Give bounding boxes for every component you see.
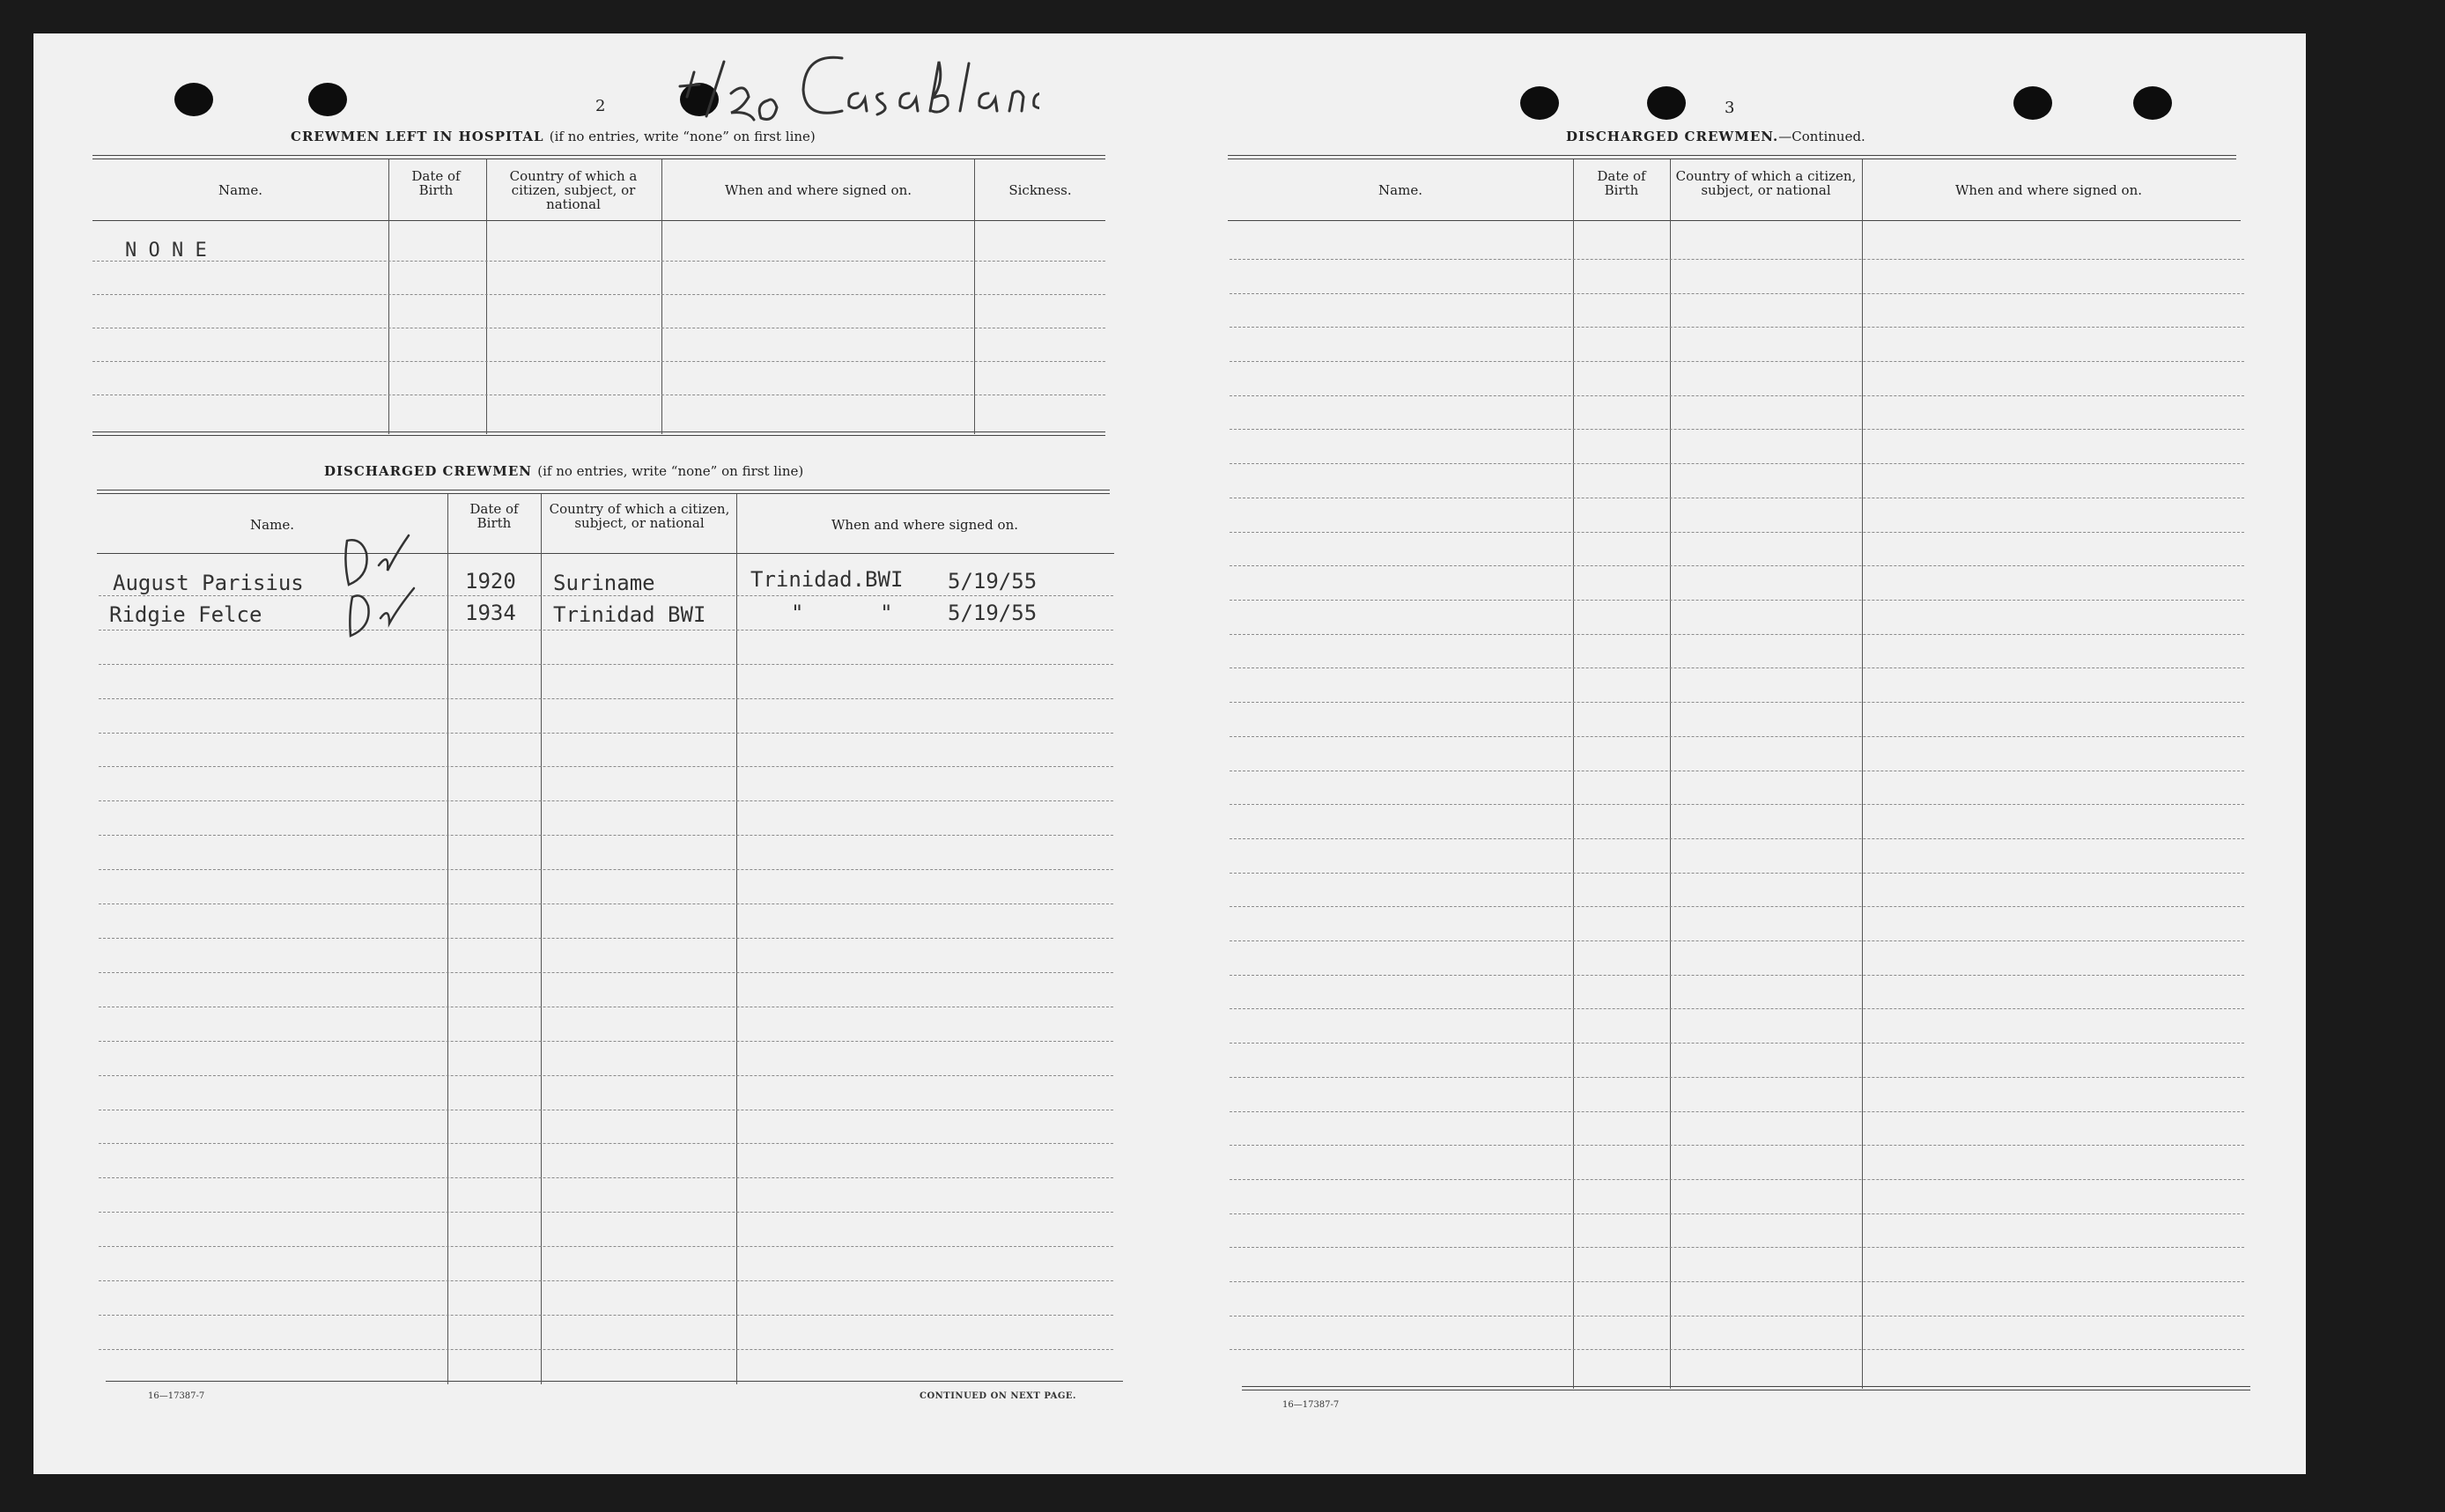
- discharged-table-header-rule: [97, 553, 1114, 554]
- right-form-number: 16—17387-7: [1282, 1400, 1340, 1410]
- crewman-2-name: Ridgie Felce: [109, 602, 262, 627]
- discharged-continued-title: DISCHARGED CREWMEN.—Continued.: [1566, 129, 1865, 144]
- punch-hole: [174, 83, 213, 116]
- ruled-line: [99, 1177, 1113, 1178]
- crewman-1-birth: 1920: [465, 569, 516, 594]
- ruled-line: [1230, 702, 2244, 703]
- discharged-table-top-rule: [97, 490, 1110, 494]
- right-table-bottom-rule: [1242, 1386, 2250, 1390]
- discharged-col-name: Name.: [250, 517, 294, 533]
- hospital-col-sickness: Sickness.: [1008, 182, 1072, 198]
- punch-hole: [308, 83, 347, 116]
- ruled-line: [99, 938, 1113, 939]
- handwritten-discharge-marks: [335, 527, 440, 641]
- ruled-line: [99, 835, 1113, 836]
- ruled-line: [99, 1246, 1113, 1247]
- punch-hole: [1520, 86, 1559, 120]
- punch-hole: [2133, 86, 2172, 120]
- ruled-line: [1230, 293, 2244, 294]
- ruled-line: [1230, 838, 2244, 839]
- ruled-line: [1230, 361, 2244, 362]
- hospital-table-bottom-rule: [92, 431, 1105, 436]
- hospital-table-top-rule: [92, 155, 1105, 159]
- ruled-line: [1230, 395, 2244, 396]
- crewman-1-place: Trinidad.BWI: [750, 567, 904, 592]
- ruled-line: [1230, 327, 2244, 328]
- ruled-line: [1230, 940, 2244, 941]
- ruled-line: [1230, 975, 2244, 976]
- ruled-line: [99, 1041, 1113, 1042]
- ruled-line: [1230, 634, 2244, 635]
- crewman-1-country: Suriname: [553, 571, 655, 595]
- ruled-line: [1230, 429, 2244, 430]
- ruled-line: [1230, 804, 2244, 805]
- ruled-line: [1230, 565, 2244, 566]
- ruled-line: [1230, 1077, 2244, 1078]
- crewman-2-country: Trinidad BWI: [553, 602, 706, 627]
- ruled-line: [99, 800, 1113, 801]
- ruled-line: [1230, 1008, 2244, 1009]
- ruled-line: [99, 766, 1113, 767]
- ruled-line: [99, 1349, 1113, 1350]
- ruled-line: [99, 1315, 1113, 1316]
- crewman-2-date: 5/19/55: [948, 601, 1038, 625]
- ruled-line: [1230, 600, 2244, 601]
- ruled-line: [1230, 906, 2244, 907]
- continued-note: CONTINUED ON NEXT PAGE.: [920, 1391, 1077, 1401]
- ruled-line: [1230, 532, 2244, 533]
- ruled-line: [1230, 1349, 2244, 1350]
- ledger-sheet: [33, 33, 2306, 1474]
- ruled-line: [99, 630, 1113, 631]
- ruled-line: [99, 1212, 1113, 1213]
- discharged-section-title: DISCHARGED CREWMEN (if no entries, write “none” on first line): [324, 463, 804, 479]
- ruled-line: [1230, 1179, 2244, 1180]
- ruled-line: [1230, 463, 2244, 464]
- ruled-line: [99, 1143, 1113, 1144]
- ruled-line: [99, 733, 1113, 734]
- crewman-2-birth: 1934: [465, 601, 516, 625]
- hospital-section-title: CREWMEN LEFT IN HOSPITAL (if no entries, write “none” on first line): [291, 129, 816, 144]
- ruled-line: [1230, 1043, 2244, 1044]
- discharged-col-country: Country of which a citizen, subject, or national: [549, 501, 730, 531]
- svg-text:4/30 Casablanca: 4/30 Casablanca: [669, 35, 677, 36]
- ruled-line: [1230, 873, 2244, 874]
- right-col-signed-on: When and where signed on.: [1954, 182, 2142, 198]
- right-col-name: Name.: [1378, 182, 1422, 198]
- ruled-line: [99, 1075, 1113, 1076]
- right-table-top-rule: [1228, 155, 2236, 159]
- ruled-line: [1230, 1111, 2244, 1112]
- ruled-line: [1230, 1213, 2244, 1214]
- hospital-table-header-rule: [92, 220, 1105, 221]
- right-col-country: Country of which a citizen, subject, or national: [1675, 168, 1857, 198]
- ruled-line: [1230, 259, 2244, 260]
- hospital-entry-none: N O N E: [125, 240, 207, 262]
- ruled-line: [1230, 1281, 2244, 1282]
- page-number-right: 3: [1725, 99, 1735, 117]
- punch-hole: [2013, 86, 2052, 120]
- ruled-line: [1230, 667, 2244, 668]
- right-col-birth: Date of Birth: [1597, 168, 1646, 198]
- ruled-line: [1230, 736, 2244, 737]
- hospital-col-country: Country of which a citizen, subject, or national: [509, 168, 638, 212]
- crewman-1-name: August Parisius: [113, 571, 304, 595]
- discharged-col-birth: Date of Birth: [469, 501, 519, 531]
- discharged-col-signed-on: When and where signed on.: [831, 517, 1018, 533]
- ruled-line: [99, 972, 1113, 973]
- ruled-line: [1230, 1316, 2244, 1317]
- punch-hole: [1647, 86, 1686, 120]
- hospital-col-birth: Date of Birth: [411, 168, 461, 198]
- hospital-col-signed-on: When and where signed on.: [724, 182, 912, 198]
- handwritten-annotation: [669, 35, 1039, 132]
- discharged-table-bottom-rule: [106, 1381, 1123, 1382]
- ruled-line: [99, 1280, 1113, 1281]
- ruled-line: [99, 698, 1113, 699]
- left-form-number: 16—17387-7: [148, 1391, 205, 1401]
- crewman-1-date: 5/19/55: [948, 569, 1038, 594]
- hospital-col-name: Name.: [218, 182, 262, 198]
- right-table-header-rule: [1228, 220, 2241, 221]
- ruled-line: [99, 869, 1113, 870]
- ruled-line: [1230, 1247, 2244, 1248]
- ruled-line: [99, 664, 1113, 665]
- ruled-line: [99, 595, 1113, 596]
- ruled-line: [1230, 1145, 2244, 1146]
- crewman-2-place: " ": [791, 601, 893, 625]
- page-number-left: 2: [595, 97, 606, 115]
